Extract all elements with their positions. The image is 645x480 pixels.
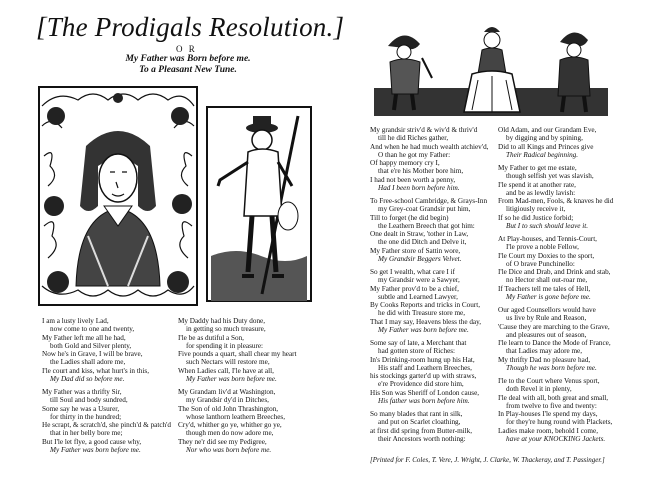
verse-line: have at your KNOCKING Jackets. (506, 434, 606, 443)
verse-line: of O brave Punchinello: (506, 259, 575, 268)
gentleman-portrait-woodcut (38, 86, 198, 306)
subtitle-line-1: My Father was Born before me. (125, 54, 251, 64)
verse-line: my Grandsir dy'd in Ditches, (186, 396, 269, 405)
verse-line: The Son of old John Thrashington, (178, 404, 279, 413)
verse-line: In's Drinking-room hung up his Hat, (370, 355, 475, 364)
verse-line: till he did Riches gather, (378, 134, 449, 143)
verse-line: the one did Ditch and Delve it, (378, 238, 467, 247)
verse-line: My Father store of Sattin wore, (370, 246, 461, 255)
verse-line: that e're his Mother bore him, (378, 167, 464, 176)
verse-line: Some say he was a Usurer, (42, 404, 120, 413)
verse-line: Their Radical beginning. (506, 150, 579, 159)
verse-line: for they're hung round with Plackets, (506, 418, 613, 427)
verse-column-3 (370, 126, 510, 443)
verse-line: both Gold and Silver plenty, (50, 341, 132, 350)
verse-line: My Father was born before me. (50, 445, 141, 454)
verse-line: Now he's in Grave, I will be brave, (42, 350, 143, 358)
verse-line: for spending it in pleasure: (186, 341, 264, 350)
three-figures-woodcut (374, 18, 608, 116)
verse-line: My Grandam liv'd at Washington, (178, 388, 276, 396)
verse-line: Did to all Kings and Princes give (498, 142, 594, 151)
verse-line: By Cooks Reports and tricks in Court, (370, 301, 481, 309)
verse-line: My Father left me all he had, (42, 333, 126, 342)
ballad-title: [The Prodigals Resolution.] (36, 12, 345, 42)
verse-line: My Grandsir Beggers Velvet. (378, 254, 462, 263)
verse-line: I'le Court my Doxies to the sport, (498, 251, 595, 260)
verse-line: And when he had much wealth atchiev'd, (370, 142, 489, 151)
ballad-subtitle (108, 54, 268, 76)
verse-line: But I to such should leave it. (506, 221, 589, 230)
verse-line: he did with Treasure store me, (378, 309, 466, 318)
verse-line: My Father was born before me. (378, 325, 469, 334)
verse-line: Five pounds a quart, shall chear my heart (178, 350, 297, 358)
verse-line: subtle and Learned Lawyer, (378, 292, 458, 301)
verse-line: my Grey-coat Grandsir put him, (378, 205, 471, 214)
verse-line: If so he did Justice forbid; (498, 213, 574, 222)
verse-line: in getting so much treasure, (186, 325, 266, 334)
verse-line: My thrifty Dad no pleasure had, (498, 355, 591, 364)
verse-line: litigiously receive it, (506, 205, 566, 214)
verse-line: now come to one and twenty, (50, 325, 135, 334)
verse-line: at first did spring from Butter-milk, (370, 426, 473, 435)
verse-line: His Son was Sheriff of London cause, (370, 388, 480, 397)
verse-line: I am a lusty lively Lad, (42, 317, 109, 325)
verse-line: I had not been worth a penny, (370, 175, 456, 184)
or-separator: O R (176, 44, 197, 54)
verse-line: Old Adam, and our Grandam Eve, (498, 126, 597, 134)
verse-line: I'le learn to Dance the Mode of France, (498, 339, 611, 347)
verse-line: Though he was born before me. (506, 363, 597, 372)
verse-line: I'le prove a noble Fellow, (506, 243, 579, 252)
verse-line: I'le court and kiss, what hurt's in this, (42, 366, 149, 375)
verse-line: that in her belly bore me; (50, 429, 123, 438)
verse-line: Had I been born before him. (378, 183, 460, 192)
verse-line: In Play-houses I'le spend my days, (498, 410, 598, 418)
verse-line: When Ladies call, I'le have at all, (178, 366, 274, 375)
verse-line: Some say of late, a Merchant that (370, 339, 467, 347)
verse-line: had gotten store of Riches: (378, 347, 456, 356)
verse-line: Cry'd, whither go ye, whither go ye, (178, 421, 282, 429)
verse-line: His staff and Leathern Breeches, (378, 363, 472, 372)
verse-line: His father was born before him. (378, 396, 470, 405)
verse-line: and put on Scarlet cloathing, (378, 418, 461, 427)
verse-line: If Teachers tell me tales of Hell, (498, 284, 591, 293)
verse-line: Our aged Counsellors would have (498, 306, 596, 314)
verse-line: I'le deal with all, both great and small, (498, 393, 609, 402)
verse-line: Of happy memory cry I, (370, 159, 440, 167)
verse-line: the Ladies shall adore me, (50, 358, 126, 367)
verse-line: They ne'r did see my Pedigree, (178, 437, 267, 446)
verse-line: the Leathern Breech that got him: (378, 221, 475, 230)
verse-line: My Father to get me estate, (498, 164, 577, 172)
verse-line: My Father is gone before me. (506, 292, 591, 301)
verse-line: e're Providence did store him, (378, 380, 464, 389)
verse-line: My Father was a thrifty Sir, (42, 388, 122, 396)
verse-line: his stockings garter'd up with straws, (370, 372, 477, 380)
verse-line: such Nectars will restore me, (186, 358, 270, 367)
verse-line: At Play-houses, and Tennis-Court, (498, 235, 597, 243)
verse-line: and be as lewdly lavish: (506, 188, 576, 197)
verse-line: But I'le let flye, a good cause why, (42, 437, 142, 446)
verse-line: Till to forget (he did begin) (370, 213, 449, 222)
verse-line: Nor who was born before me. (186, 445, 272, 454)
verse-line: doth Revel it in plenty, (506, 385, 572, 394)
verse-line: My grandsir striv'd & wiv'd & thriv'd (370, 126, 478, 134)
verse-line: though selfish yet was slavish, (506, 172, 594, 181)
verse-line: From Mad-men, Fools, & knaves he did (498, 197, 614, 205)
verse-column-4 (498, 126, 638, 443)
verse-line: their Ancestors worth nothing: (378, 434, 466, 443)
verse-line: To Free-school Cambridge, & Grays-Inn (370, 197, 488, 205)
verse-line: O than he got my Father: (378, 150, 451, 159)
verse-line: One dealt in Straw, 'tother in Law, (370, 230, 469, 238)
verse-line: My Father prov'd to be a chief, (370, 284, 459, 293)
verse-line: from twelve to five and twenty: (506, 401, 597, 410)
verse-line: and pleasures out of season, (506, 330, 587, 339)
verse-line: 'Cause they are marching to the Grave, (498, 322, 610, 331)
verse-line: for thirty in the hundred; (50, 412, 122, 421)
verse-line: I'le Dice and Drab, and Drink and stab, (498, 268, 611, 276)
verse-line: So many blades that rant in silk, (370, 410, 463, 418)
verse-line: That I may say, Heavens bless the day, (370, 317, 482, 326)
verse-line: till Soul and body sundred, (50, 396, 128, 405)
verse-line: So get I wealth, what care I if (370, 268, 456, 276)
verse-line: He scrapt, & scratch'd, she pinch'd & patch'd (42, 421, 172, 429)
verse-column-1 (42, 317, 192, 454)
verse-line: us live by Rule and Reason, (506, 314, 587, 323)
verse-line: I'le be as dutiful a Son, (178, 333, 244, 342)
printer-imprint: [Printed for F. Coles, T. Vere, J. Wright, J. Clarke, W. Thackeray, and T. Passinger.] (370, 456, 605, 464)
verse-line: I'le to the Court where Venus sport, (498, 377, 600, 385)
verse-line: My Daddy had his Duty done, (178, 317, 266, 325)
verse-line: I'le spend it at another rate, (498, 180, 576, 189)
verse-line: that Ladies may adore me, (506, 347, 583, 356)
verse-column-2 (178, 317, 328, 454)
verse-line: though men do now adore me, (186, 429, 274, 438)
verse-line: no Hector shall out-roar me, (506, 276, 588, 285)
verse-line: My Father was born before me. (186, 374, 277, 383)
verse-line: My Dad did so before me. (50, 374, 125, 383)
verse-line: whose lanthorn leathern Breeches, (186, 412, 285, 421)
subtitle-line-2: To a Pleasant New Tune. (139, 65, 237, 75)
verse-line: Ladies make room, behold I come, (498, 426, 598, 435)
verse-line: by digging and by spining, (506, 134, 583, 143)
verse-line: my Grandsir were a Sawyer, (378, 276, 460, 285)
rustic-man-woodcut (206, 106, 312, 302)
